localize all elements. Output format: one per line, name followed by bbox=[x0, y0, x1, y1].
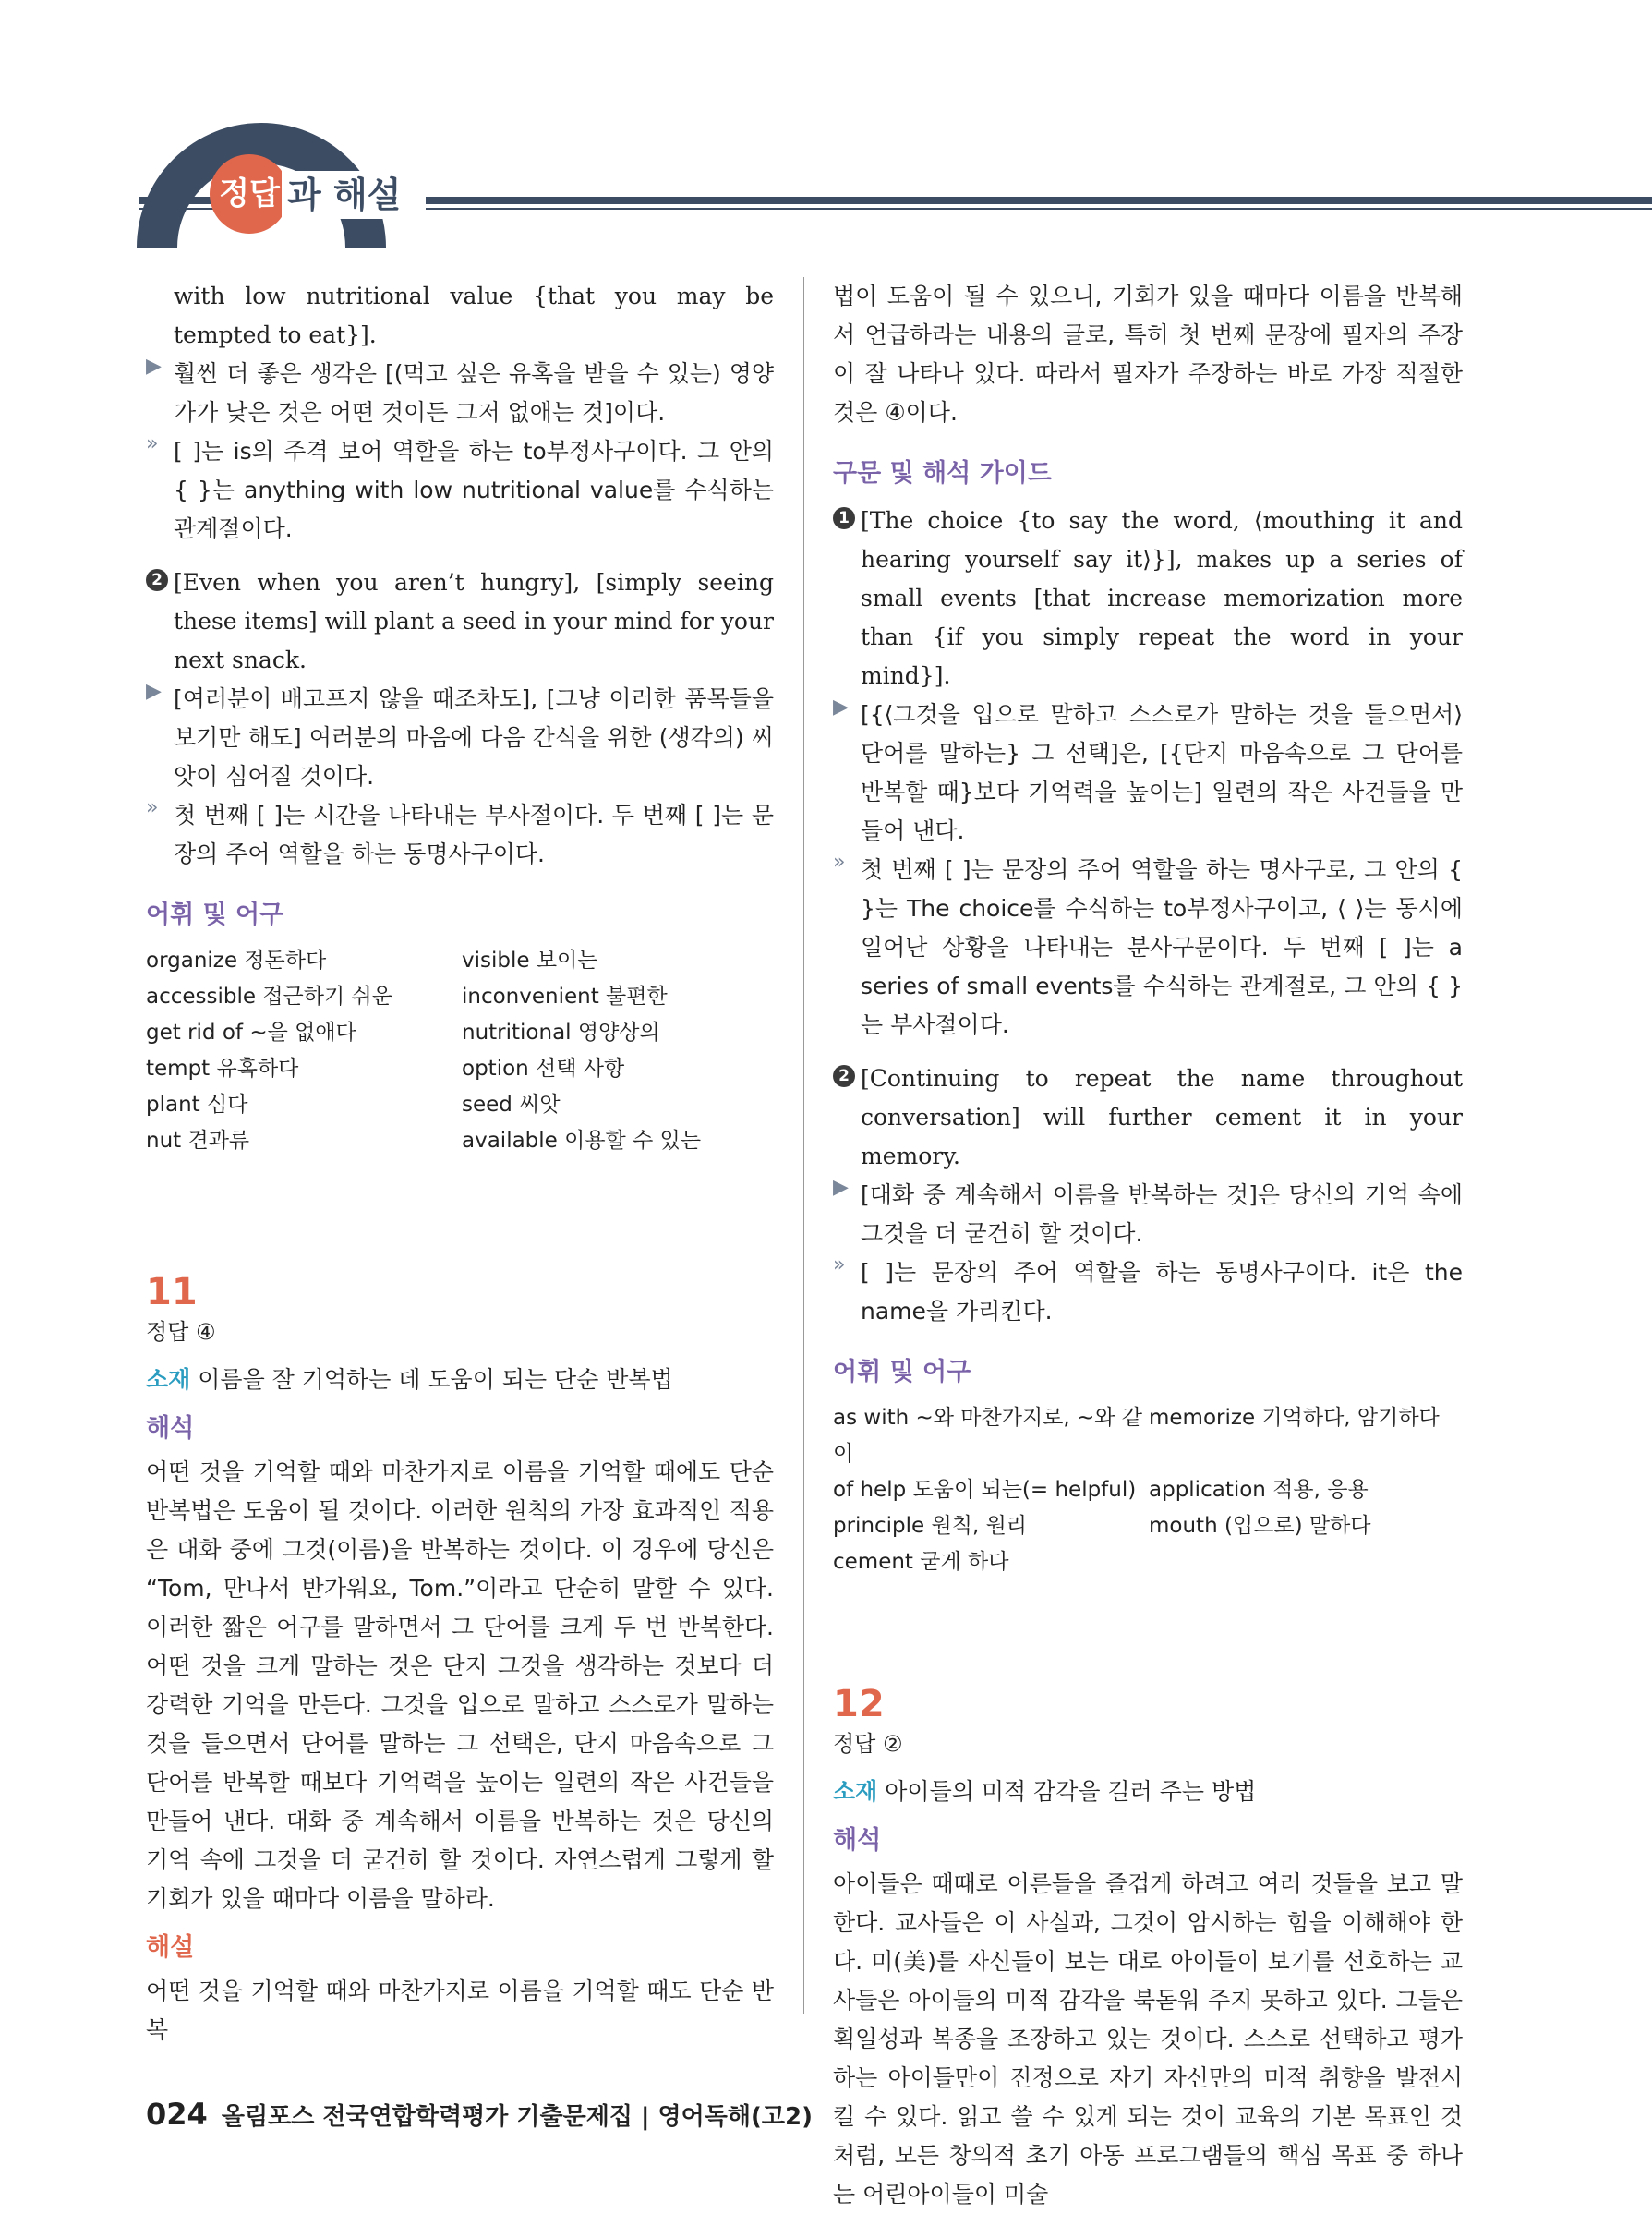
right-column bbox=[833, 277, 1463, 2214]
guide-item-2b: 2 [Continuing to repeat the name throughout conversation] will further cement it in your memory. bbox=[833, 1059, 1463, 1176]
guide-item-1-translation: ▶ [{⟨그것을 입으로 말하고 스스로가 말하는 것을 들으면서⟩ 단어를 말하는} 그 선택]은, [{단지 마음속으로 그 단어를 반복할 때}보다 기억력을 높이는] 일련의 작은 사건들을 만들어 낸다. bbox=[833, 696, 1463, 844]
topic bbox=[833, 1772, 1463, 1811]
footer-text: 올림포스 전국연합학력평가 기출문제집 | 영어독해(고2) bbox=[221, 2103, 813, 2131]
guide-item-2b-note: » [ ]는 문장의 주어 역할을 하는 동명사구이다. it은 the name을 가리킨다. bbox=[833, 1253, 1463, 1325]
vocab-item: as with ~와 마찬가지로, ~와 같이 bbox=[833, 1406, 1143, 1466]
intro-english: with low nutritional value {that you may be tempted to eat}]. bbox=[174, 283, 774, 348]
answer: 정답 ② bbox=[833, 1731, 903, 1757]
triangle-icon: ▶ bbox=[146, 355, 162, 378]
vocab-item: seed 씨앗 bbox=[462, 1093, 561, 1117]
guide-item-2-note: » 첫 번째 [ ]는 시간을 나타내는 부사절이다. 두 번째 [ ]는 문장의 주어 역할을 하는 동명사구이다. bbox=[146, 796, 774, 867]
translation-text: 아이들은 때때로 어른들을 즐겁게 하려고 여러 것들을 보고 말한다. 교사들은 이 사실과, 그것이 암시하는 힘을 이해해야 한다. 미(美)를 자신들이 보는 대로 아이들이 보기를 선호하는 교사들은 아이들의 미적 감각을 북돋워 주지 못하고 있다. 그들은 획일성과 복종을 조장하고 있는 것이다. 스스로 선택하고 평가하는 아이들만이 진정으로 자기 자신만의 미적 취향을 발전시킬 수 있다. 읽고 쓸 수 있게 되는 것이 교육의 기본 목표인 것처럼, 모든 창의적 초기 아동 프로그램들의 핵심 목표 중 하나는 어린아이들이 미술 bbox=[833, 1870, 1463, 2208]
topic-label: 소재 bbox=[146, 1366, 191, 1393]
explanation-title: 해설 bbox=[146, 1933, 195, 1962]
vocab-item: memorize 기억하다, 암기하다 bbox=[1149, 1406, 1440, 1430]
double-chevron-icon: » bbox=[146, 796, 159, 819]
vocab-item: of help 도움이 되는(= helpful) bbox=[833, 1478, 1137, 1502]
vocab-item bbox=[1149, 1544, 1463, 1580]
explanation-text: 어떤 것을 기억할 때와 마찬가지로 이름을 기억할 때도 단순 반복 bbox=[146, 1978, 774, 2043]
translation-text: 어떤 것을 기억할 때와 마찬가지로 이름을 기억할 때에도 단순 반복법은 도움이 될 것이다. 이러한 원칙의 가장 효과적인 적용은 대화 중에 그것(이름)을 반복하는 것이다. 이 경우에 당신은 “Tom, 만나서 반가워요, Tom.”이라고 단순히 말할 수 있다. 이러한 짧은 어구를 말하면서 그 단어를 크게 두 번 반복한다. 어떤 것을 크게 말하는 것은 단지 그것을 생각하는 것보다 더 강력한 기억을 만든다. 그것을 입으로 말하고 스스로가 말하는 것을 들으면서 단어를 말하는 그 선택은, 단지 마음속으로 그 단어를 반복할 때보다 기억력을 높이는 일련의 작은 사건들을 만들어 낸다. 대화 중 계속해서 이름을 반복하는 것은 당신의 기억 속에 그것을 더 굳건히 할 것이다. 자연스럽게 그렇게 할 기회가 있을 때마다 이름을 말하라. bbox=[146, 1458, 774, 1912]
column-divider bbox=[803, 277, 804, 2014]
double-chevron-icon: » bbox=[833, 1253, 846, 1276]
header-title: 과 해설 bbox=[282, 171, 426, 219]
vocab-item: organize 정돈하다 bbox=[146, 949, 327, 973]
guide-item-1: 1 [The choice {to say the word, ⟨mouthing it and hearing yourself say it⟩}], makes up a series of small events [that increase memorization more than {if you simply repeat the word in your mind}]. bbox=[833, 502, 1463, 696]
guide-item-2-translation: ▶ [여러분이 배고프지 않을 때조차도], [그냥 이러한 품목들을 보기만 해도] 여러분의 마음에 다음 간식을 위한 (생각의) 씨앗이 심어질 것이다. bbox=[146, 680, 774, 790]
question-number: 11 bbox=[146, 1271, 198, 1313]
guide-item-2b-translation: ▶ [대화 중 계속해서 이름을 반복하는 것]은 당신의 기억 속에 그것을 더 굳건히 할 것이다. bbox=[833, 1176, 1463, 1247]
number-2-icon: 2 bbox=[833, 1065, 855, 1087]
vocab-item: get rid of ~을 없애다 bbox=[146, 1021, 356, 1045]
vocab-list bbox=[833, 1400, 1463, 1580]
number-2-icon: 2 bbox=[146, 569, 168, 591]
vocab-title: 어휘 및 어구 bbox=[833, 1358, 971, 1386]
question-number: 12 bbox=[833, 1683, 885, 1725]
header-badge: 정답 bbox=[210, 154, 289, 234]
vocab-item: available 이용할 수 있는 bbox=[462, 1129, 702, 1153]
vocab-item: application 적용, 응용 bbox=[1149, 1478, 1369, 1502]
footer bbox=[146, 2097, 813, 2132]
guide-item-1-note: » 첫 번째 [ ]는 문장의 주어 역할을 하는 명사구로, 그 안의 { }는 The choice를 수식하는 to부정사구이고, ⟨ ⟩는 동시에 일어난 상황을 나타내는 분사구문이다. 두 번째 [ ]는 a series of small events를 수식하는 관계절로, 그 안의 { }는 부사절이다. bbox=[833, 851, 1463, 1038]
vocab-item: accessible 접근하기 쉬운 bbox=[146, 985, 392, 1009]
topic bbox=[146, 1361, 774, 1399]
topic-text: 이름을 잘 기억하는 데 도움이 되는 단순 반복법 bbox=[198, 1366, 673, 1393]
double-chevron-icon: » bbox=[146, 432, 159, 455]
number-1-icon: 1 bbox=[833, 507, 855, 529]
vocab-item: tempt 유혹하다 bbox=[146, 1057, 299, 1081]
translation-title: 해석 bbox=[146, 1414, 195, 1443]
triangle-icon: ▶ bbox=[833, 696, 849, 719]
vocab-item: visible 보이는 bbox=[462, 949, 598, 973]
translation-title: 해석 bbox=[833, 1826, 882, 1855]
topic-text: 아이들의 미적 감각을 길러 주는 방법 bbox=[885, 1778, 1257, 1805]
answer: 정답 ④ bbox=[146, 1319, 216, 1345]
vocab-list bbox=[146, 943, 774, 1159]
triangle-icon: ▶ bbox=[833, 1176, 849, 1199]
vocab-item: mouth (입으로) 말하다 bbox=[1149, 1514, 1371, 1538]
explanation-continued: 법이 도움이 될 수 있으니, 기회가 있을 때마다 이름을 반복해서 언급하라는 내용의 글로, 특히 첫 번째 문장에 필자의 주장이 잘 나타나 있다. 따라서 필자가 주장하는 바로 가장 적절한 것은 ④이다. bbox=[833, 283, 1463, 426]
guide-title: 구문 및 해석 가이드 bbox=[833, 459, 1052, 488]
guide-item-2: 2 [Even when you aren’t hungry], [simply seeing these items] will plant a seed in your mind for your next snack. bbox=[146, 563, 774, 680]
double-chevron-icon: » bbox=[833, 851, 846, 874]
left-column bbox=[146, 277, 774, 2050]
intro-translation: ▶ 훨씬 더 좋은 생각은 [(먹고 싶은 유혹을 받을 수 있는) 영양가가 낮은 것은 어떤 것이든 그저 없애는 것]이다. bbox=[146, 355, 774, 426]
vocab-item: nutritional 영양상의 bbox=[462, 1021, 660, 1045]
vocab-item: principle 원칙, 원리 bbox=[833, 1514, 1028, 1538]
intro-note: » [ ]는 is의 주격 보어 역할을 하는 to부정사구이다. 그 안의 { }는 anything with low nutritional value를 수식하는 관계절이다. bbox=[146, 432, 774, 542]
vocab-item: inconvenient 불편한 bbox=[462, 985, 668, 1009]
vocab-item: option 선택 사항 bbox=[462, 1057, 625, 1081]
vocab-item: nut 견과류 bbox=[146, 1129, 250, 1153]
vocab-item: cement 굳게 하다 bbox=[833, 1550, 1009, 1574]
page-number: 024 bbox=[146, 2097, 208, 2132]
vocab-item: plant 심다 bbox=[146, 1093, 248, 1117]
triangle-icon: ▶ bbox=[146, 680, 162, 703]
topic-label: 소재 bbox=[833, 1778, 878, 1805]
vocab-title: 어휘 및 어구 bbox=[146, 901, 284, 929]
